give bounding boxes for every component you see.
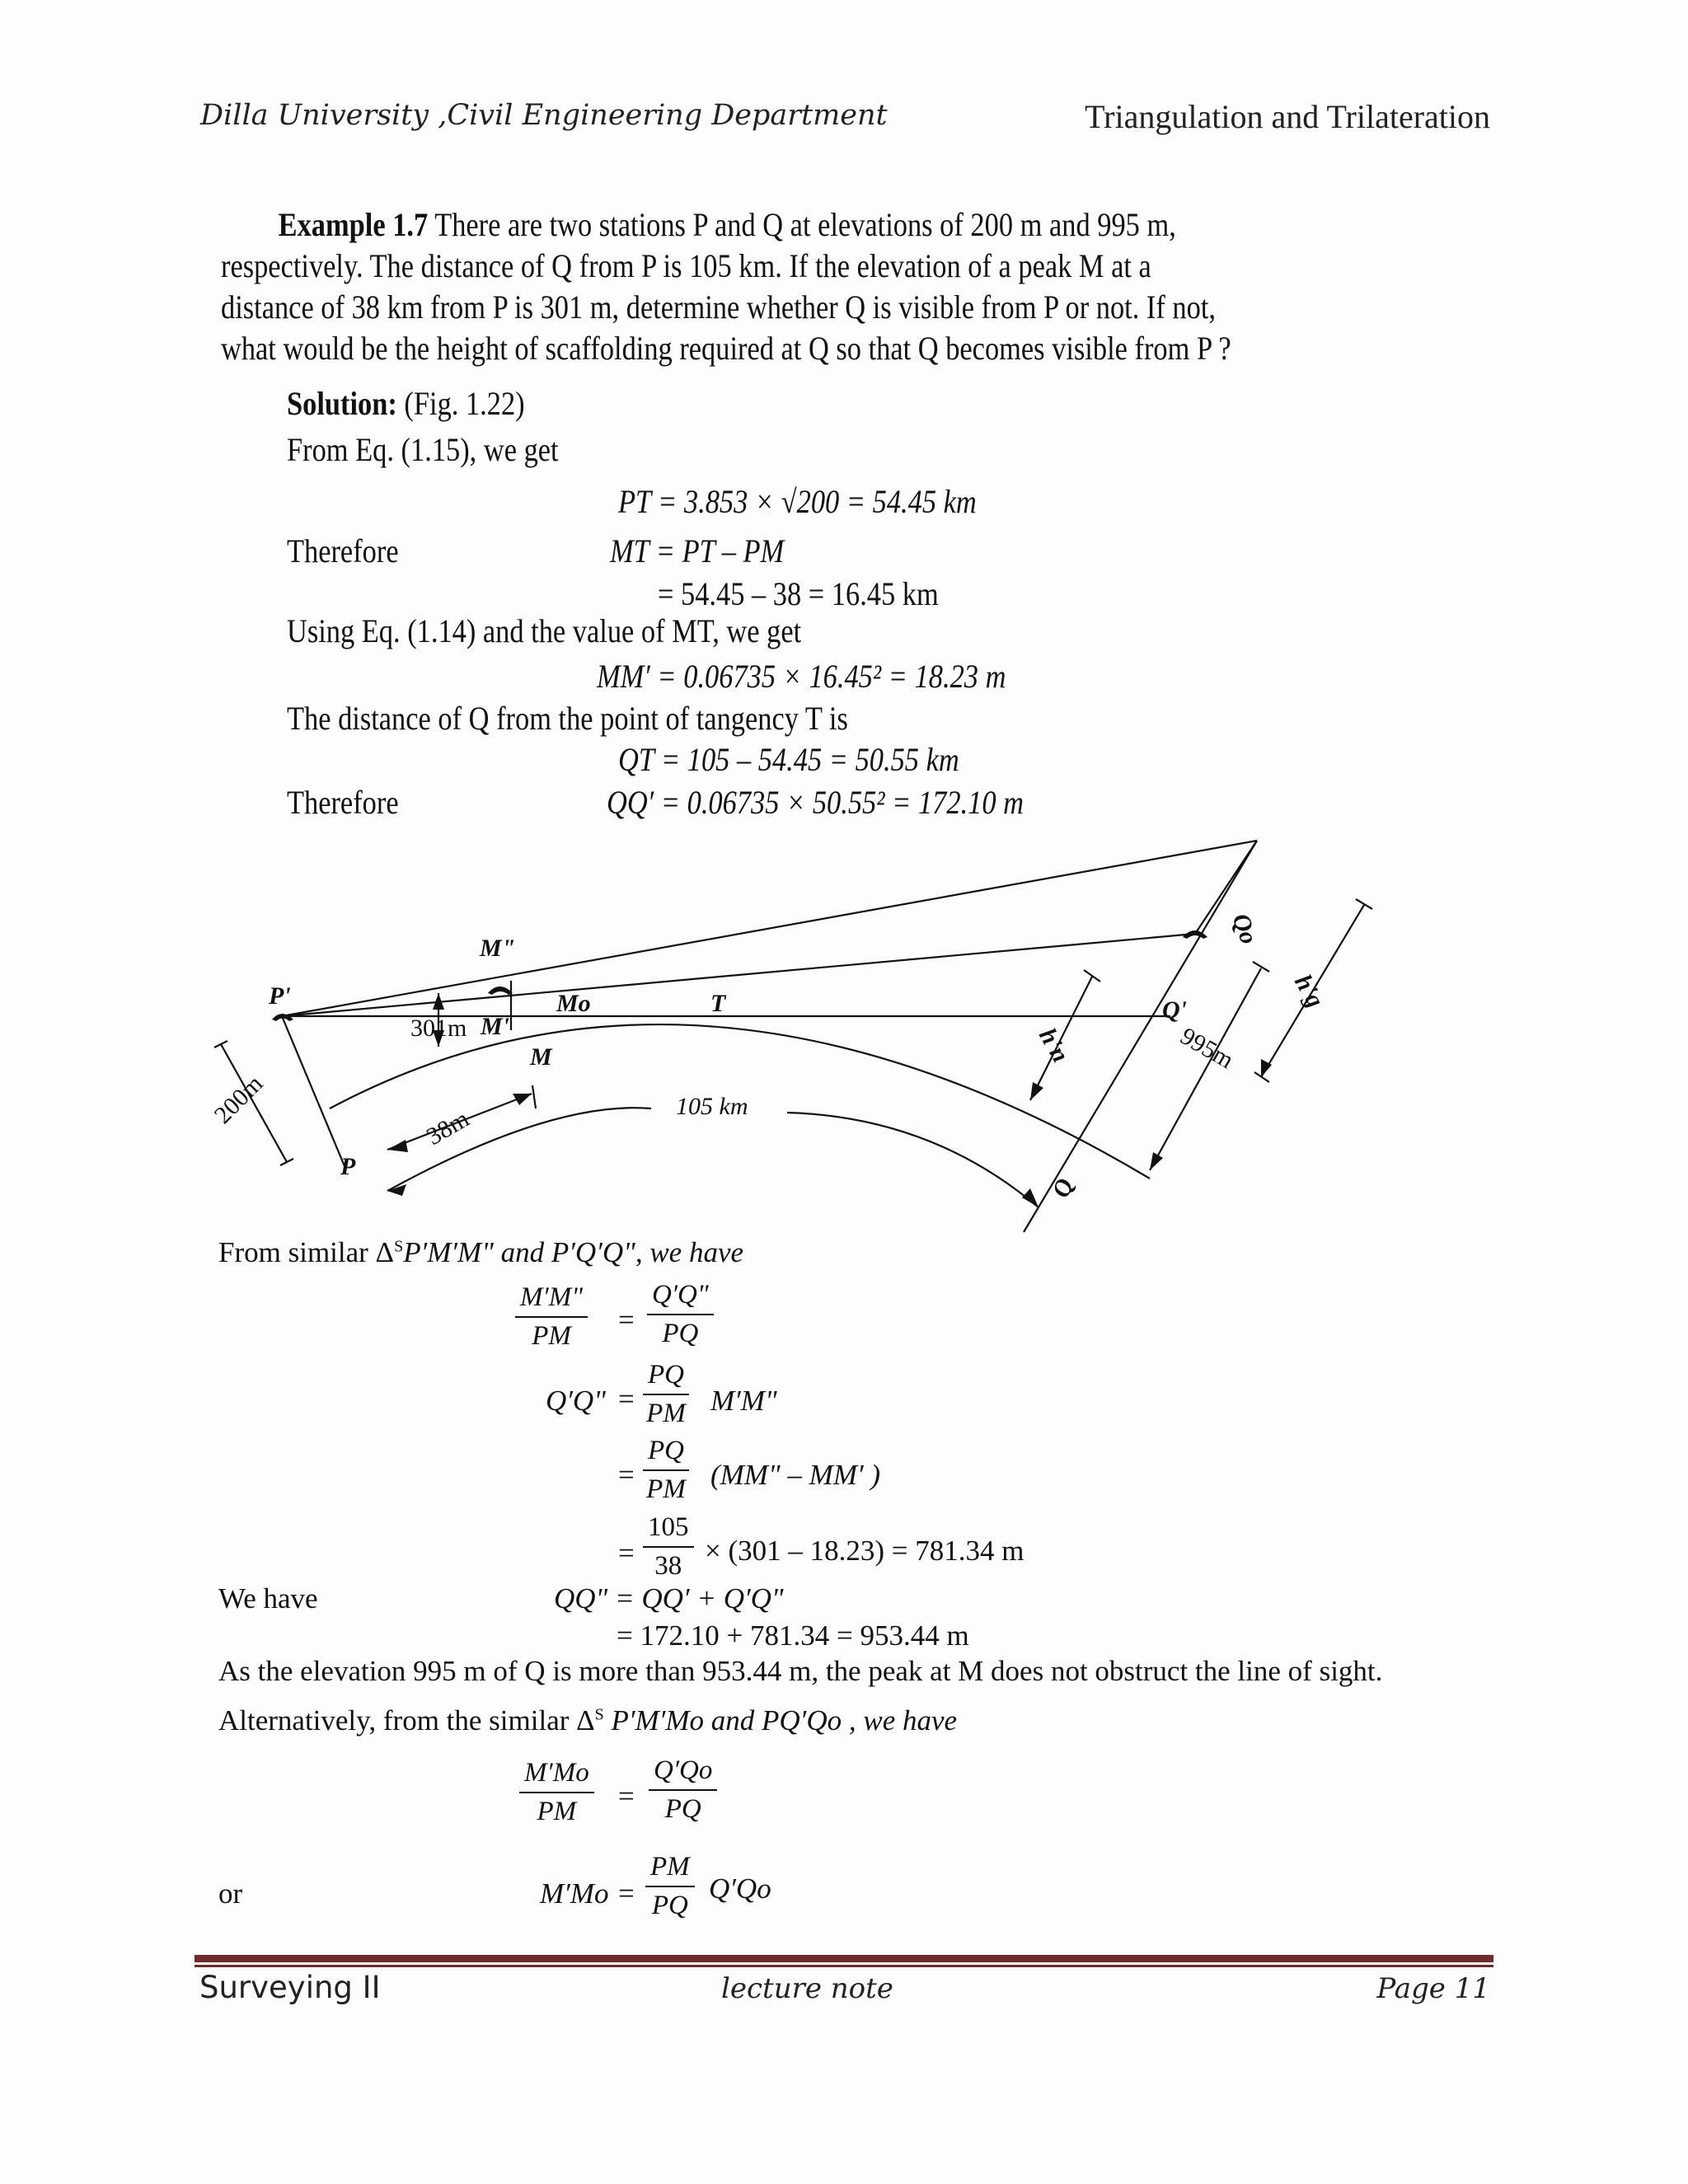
similar-intro-text: From similar Δ <box>218 1236 395 1268</box>
label-qo: Qo <box>1226 910 1263 948</box>
station-m-dd-icon <box>488 987 513 995</box>
label-m: M <box>530 1043 552 1071</box>
or-label: or <box>218 1877 243 1910</box>
solution-line <box>287 384 525 423</box>
alt-intro-text: Alternatively, from the similar Δ <box>218 1704 595 1736</box>
fraction-qq-pq: $\frac{Q'Q"}{PQ}$ <box>647 1280 714 1349</box>
equation-mt: MT = PT – PM <box>610 532 785 569</box>
example-paragraph <box>221 204 1235 369</box>
label-200m: 200m <box>209 1070 269 1129</box>
label-hn: h'n <box>1033 1024 1075 1067</box>
footer-rule-thin <box>195 1965 1493 1967</box>
label-mo: Mo <box>556 990 591 1017</box>
eq-sign-2: = <box>618 1383 635 1415</box>
fraction-rest-2: (MM" – MM′ ) <box>710 1459 881 1491</box>
figure-1-22 <box>206 828 1393 1236</box>
eq-sign-4: = <box>618 1537 635 1569</box>
label-t: T <box>710 990 726 1017</box>
equation-pt: PT = 3.853 × √200 = 54.45 km <box>618 483 977 520</box>
example-text: There are two stations P and Q at elevations of 200 m and 995 m, respectively. The distance of Q from P is 105 km. If the elevation of a peak M at a distance of 38 km from P is 301 m, determine whether Q is visible from P or not. If not, what would be the height of scaffolding required at Q so that Q becomes visible from P ? <box>221 206 1231 367</box>
equation-qt: QT = 105 – 54.45 = 50.55 km <box>618 741 959 778</box>
eq-sign-3: = <box>618 1459 635 1491</box>
equation-mm: MM′ = 0.06735 × 16.45² = 18.23 m <box>597 658 1006 695</box>
fraction-pm-pq: $\frac{PM}{PQ}$ <box>645 1852 695 1921</box>
from-eq-line: From Eq. (1.15), we get <box>287 431 559 468</box>
header-right: Triangulation and Trilateration <box>1085 98 1490 135</box>
similar-intro <box>218 1236 743 1269</box>
label-hg: h'g <box>1288 970 1329 1013</box>
equation-qq: QQ′ = 0.06735 × 50.55² = 172.10 m <box>607 784 1025 821</box>
label-p-prime: P' <box>269 982 291 1010</box>
conclusion-line: As the elevation 995 m of Q is more than 953.44 m, the peak at M does not obstruct the line of sight. <box>218 1655 1383 1687</box>
label-p: P <box>340 1153 356 1180</box>
footer-page-number: Page 11 <box>1376 1972 1490 2005</box>
fraction-qqo-pq: $\frac{Q'Qo}{PQ}$ <box>649 1755 717 1825</box>
equation-qq-dd-value: = 172.10 + 781.34 = 953.44 m <box>617 1619 969 1652</box>
mmo-lhs: M′Mo <box>540 1877 609 1910</box>
header-left: Dilla University ,Civil Engineering Department <box>200 99 888 132</box>
eq-sign-1: = <box>618 1304 635 1336</box>
fraction-pq-pm-2: $\frac{PQ}{PM}$ <box>643 1436 689 1505</box>
alternative-intro <box>218 1704 957 1737</box>
solution-label: Solution: <box>287 385 397 422</box>
alt-intro-sup: S <box>594 1705 604 1724</box>
label-301m: 301m <box>410 1015 467 1042</box>
fraction-rest-4: Q′Qo <box>709 1872 771 1905</box>
station-qo-icon <box>1183 930 1207 939</box>
label-q-prime: Q' <box>1162 996 1187 1024</box>
fraction-rest-3: × (301 – 18.23) = 781.34 m <box>705 1535 1025 1567</box>
label-q: Q <box>1047 1174 1079 1202</box>
qq-lhs: Q′Q" <box>546 1385 606 1417</box>
fraction-mmo-pm: $\frac{M'Mo}{PM}$ <box>519 1758 594 1827</box>
dim-105-left <box>387 1108 651 1191</box>
therefore-label-1: Therefore <box>287 532 399 569</box>
fraction-mm-pm: $\frac{M'M"}{PM}$ <box>515 1282 588 1352</box>
label-105km: 105 km <box>676 1093 748 1120</box>
footer-rule-thick <box>195 1955 1493 1962</box>
dim-105-right <box>787 1113 1039 1207</box>
solution-ref: (Fig. 1.22) <box>396 385 525 422</box>
fraction-rest-1: M′M" <box>710 1385 777 1417</box>
footer-middle: lecture note <box>721 1972 893 2005</box>
fraction-105-38: $\frac{105}{38}$ <box>643 1512 694 1582</box>
eq-sign-5: = <box>618 1780 635 1812</box>
equation-qq-dd: QQ" = QQ′ + Q′Q" <box>554 1582 784 1615</box>
line-of-sight-lower <box>282 934 1195 1016</box>
equation-mt-value: = 54.45 – 38 = 16.45 km <box>658 575 939 612</box>
similar-intro-sup: S <box>394 1237 404 1256</box>
eq-sign-6: = <box>618 1877 635 1910</box>
label-38m: 38m <box>422 1104 474 1151</box>
line-of-sight-upper <box>282 841 1257 1016</box>
elevation-p-line <box>282 1016 345 1166</box>
fraction-pq-pm-1: $\frac{PQ}{PM}$ <box>643 1360 689 1429</box>
we-have-label: We have <box>218 1582 318 1615</box>
alt-intro-rest: P′M′Mo and PQ′Qo , we have <box>603 1704 958 1736</box>
using-eq-line: Using Eq. (1.14) and the value of MT, we get <box>287 612 802 649</box>
therefore-label-2: Therefore <box>287 784 399 821</box>
distance-line: The distance of Q from the point of tangency T is <box>287 700 848 737</box>
label-m-prime: M' <box>481 1013 510 1040</box>
label-995m: 995m <box>1175 1022 1239 1075</box>
example-label: Example 1.7 <box>278 206 429 243</box>
label-m-dd: M" <box>480 935 516 962</box>
footer-left: Surveying II <box>199 1970 381 2005</box>
similar-intro-rest: P′M′M" and P′Q′Q", we have <box>403 1236 744 1268</box>
